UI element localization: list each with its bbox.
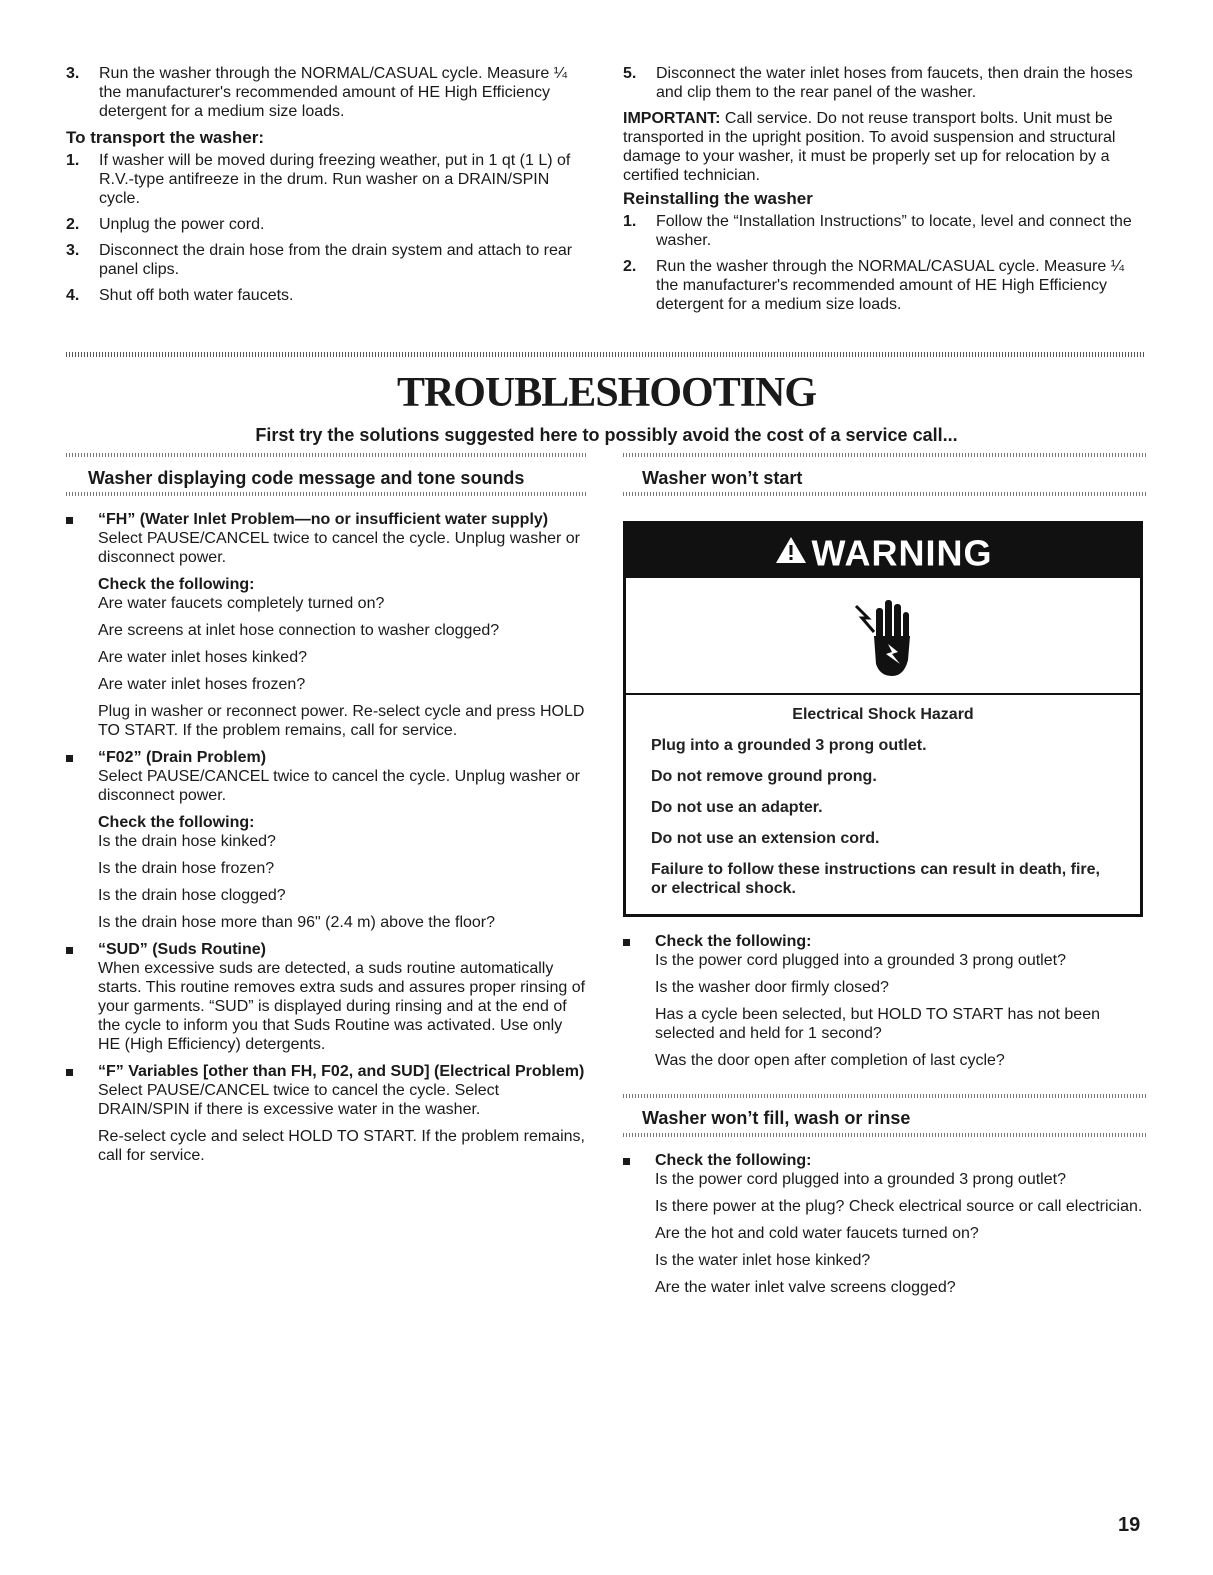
step-text: Run the washer through the NORMAL/CASUAL cycle. Measure ¼ the manufacturer's recommended amount of HE High Efficiency detergent for a medium size loads. [99, 65, 568, 120]
warning-box [623, 521, 1143, 917]
check-item: Is there power at the plug? Check electrical source or call electrician. [655, 1198, 1143, 1215]
check-item: Is the water inlet hose kinked? [655, 1252, 871, 1269]
fvar-entry [66, 1062, 588, 1165]
important-note [623, 109, 1145, 185]
hazard-title: Electrical Shock Hazard [792, 706, 974, 723]
step-number: 5. [623, 65, 637, 82]
fill-heading-divider-bottom [623, 1133, 1146, 1137]
left-heading-divider-bottom [66, 492, 586, 496]
step-number: 1. [66, 152, 80, 169]
right-heading-divider-top [623, 453, 1146, 457]
check-item: Are the hot and cold water faucets turned on? [655, 1225, 979, 1242]
check-item: Is the power cord plugged into a grounded 3 prong outlet? [655, 1171, 1066, 1188]
warning-line: Do not use an extension cord. [651, 830, 880, 847]
fh-title: “FH” (Water Inlet Problem—no or insufficient water supply) [98, 511, 549, 528]
start-check-entry [623, 932, 1143, 1070]
step-number: 2. [66, 216, 80, 233]
step-number: 3. [66, 242, 80, 259]
shock-hazard-icon-row [626, 578, 1140, 695]
f02-title: “F02” (Drain Problem) [98, 749, 267, 766]
check-item: Was the door open after completion of last cycle? [655, 1052, 1005, 1069]
step-text: Shut off both water faucets. [99, 287, 294, 304]
electrical-shock-hand-icon [848, 588, 918, 683]
step-item [623, 257, 1145, 314]
step-text: Follow the “Installation Instructions” to locate, level and connect the washer. [656, 213, 1132, 249]
warning-line: Do not use an adapter. [651, 799, 823, 816]
check-item: Is the washer door firmly closed? [655, 979, 889, 996]
page-title: TROUBLESHOOTING [396, 370, 817, 416]
warning-banner [626, 524, 1140, 578]
step-text: If washer will be moved during freezing weather, put in 1 qt (1 L) of R.V.-type antifreeze in the drum. Run washer on a DRAIN/SPIN cycle. [99, 152, 571, 207]
fill-heading-divider-top [623, 1094, 1146, 1098]
check-item: Is the power cord plugged into a grounded 3 prong outlet? [655, 952, 1066, 969]
warning-line: Plug into a grounded 3 prong outlet. [651, 737, 927, 754]
left-troubleshooting-column [66, 510, 588, 1173]
step-text: Unplug the power cord. [99, 216, 265, 233]
check-item: Plug in washer or reconnect power. Re-select cycle and press HOLD TO START. If the problem remains, call for service. [98, 703, 585, 739]
step-text: Disconnect the drain hose from the drain system and attach to rear panel clips. [99, 242, 573, 278]
sud-entry [66, 940, 588, 1054]
wont-start-checks [623, 932, 1143, 1078]
step-number: 4. [66, 287, 80, 304]
check-item: Is the drain hose frozen? [98, 860, 275, 877]
check-item: Are the water inlet valve screens clogged? [655, 1279, 956, 1296]
transport-heading: To transport the washer: [66, 128, 265, 147]
bullet-icon [66, 1069, 73, 1076]
check-item: Are water faucets completely turned on? [98, 595, 385, 612]
important-text: Call service. Do not reuse transport bolts. Unit must be transported in the upright position. To avoid suspension and structural damage to your washer, it must be properly set up for relocation by a certified technician. [623, 110, 1116, 184]
step-item [66, 286, 586, 305]
step-number: 1. [623, 213, 637, 230]
step-item [66, 215, 586, 234]
fill-check-entry [623, 1151, 1143, 1297]
fill-section-heading: Washer won’t fill, wash or rinse [642, 1108, 911, 1128]
step-item [623, 212, 1145, 250]
important-label: IMPORTANT: [623, 110, 721, 127]
f02-text: Select PAUSE/CANCEL twice to cancel the cycle. Unplug washer or disconnect power. [98, 768, 580, 804]
step-text: Run the washer through the NORMAL/CASUAL cycle. Measure ¼ the manufacturer's recommended amount of HE High Efficiency detergent for a medium size loads. [656, 258, 1125, 313]
f02-entry [66, 748, 588, 932]
check-item: Is the drain hose kinked? [98, 833, 276, 850]
fh-entry [66, 510, 588, 740]
check-title: Check the following: [655, 933, 812, 950]
check-item: Are water inlet hoses kinked? [98, 649, 307, 666]
check-item: Are screens at inlet hose connection to washer clogged? [98, 622, 500, 639]
warning-triangle-icon [774, 526, 808, 580]
bullet-icon [66, 755, 73, 762]
top-right-column [623, 64, 1145, 321]
check-item: Has a cycle been selected, but HOLD TO START has not been selected and held for 1 second? [655, 1006, 1100, 1042]
bullet-icon [623, 939, 630, 946]
wont-fill-checks [623, 1151, 1143, 1305]
fvar-text-2: Re-select cycle and select HOLD TO START. If the problem remains, call for service. [98, 1128, 585, 1164]
check-title: Check the following: [98, 814, 255, 831]
step-number: 2. [623, 258, 637, 275]
fh-text: Select PAUSE/CANCEL twice to cancel the cycle. Unplug washer or disconnect power. [98, 530, 580, 566]
step-number: 3. [66, 65, 80, 82]
fvar-text: Select PAUSE/CANCEL twice to cancel the cycle. Select DRAIN/SPIN if there is excessive water in the washer. [98, 1082, 500, 1118]
step-item [66, 64, 586, 121]
warning-line: Do not remove ground prong. [651, 768, 877, 785]
left-section-heading: Washer displaying code message and tone sounds [88, 468, 525, 488]
check-title: Check the following: [655, 1152, 812, 1169]
bullet-icon [66, 947, 73, 954]
left-heading-divider-top [66, 453, 586, 457]
check-title: Check the following: [98, 576, 255, 593]
bullet-icon [623, 1158, 630, 1165]
page-subtitle: First try the solutions suggested here to possibly avoid the cost of a service call... [255, 425, 958, 445]
sud-text: When excessive suds are detected, a suds routine automatically starts. This routine removes extra suds and assures proper rinsing of your garments. “SUD” is displayed during rinsing and at the end of the cycle to inform you that Suds Routine was activated. Use only HE (High Efficiency) detergents. [98, 960, 586, 1053]
step-item [66, 241, 586, 279]
reinstall-heading: Reinstalling the washer [623, 189, 813, 208]
top-left-column [66, 64, 586, 312]
warning-label: WARNING [811, 532, 993, 574]
warning-line: Failure to follow these instructions can result in death, fire, or electrical shock. [651, 861, 1100, 897]
check-item: Is the drain hose clogged? [98, 887, 286, 904]
right-heading-divider-bottom [623, 492, 1146, 496]
right-section-heading: Washer won’t start [642, 468, 803, 488]
fvar-title: “F” Variables [other than FH, F02, and SUD] (Electrical Problem) [98, 1063, 585, 1080]
page-number: 19 [1118, 1514, 1141, 1536]
step-item [623, 64, 1145, 102]
step-item [66, 151, 586, 208]
section-divider [66, 352, 1146, 357]
sud-title: “SUD” (Suds Routine) [98, 941, 266, 958]
step-text: Disconnect the water inlet hoses from faucets, then drain the hoses and clip them to the rear panel of the washer. [656, 65, 1133, 101]
bullet-icon [66, 517, 73, 524]
check-item: Are water inlet hoses frozen? [98, 676, 306, 693]
warning-body [626, 695, 1140, 898]
check-item: Is the drain hose more than 96" (2.4 m) above the floor? [98, 914, 496, 931]
